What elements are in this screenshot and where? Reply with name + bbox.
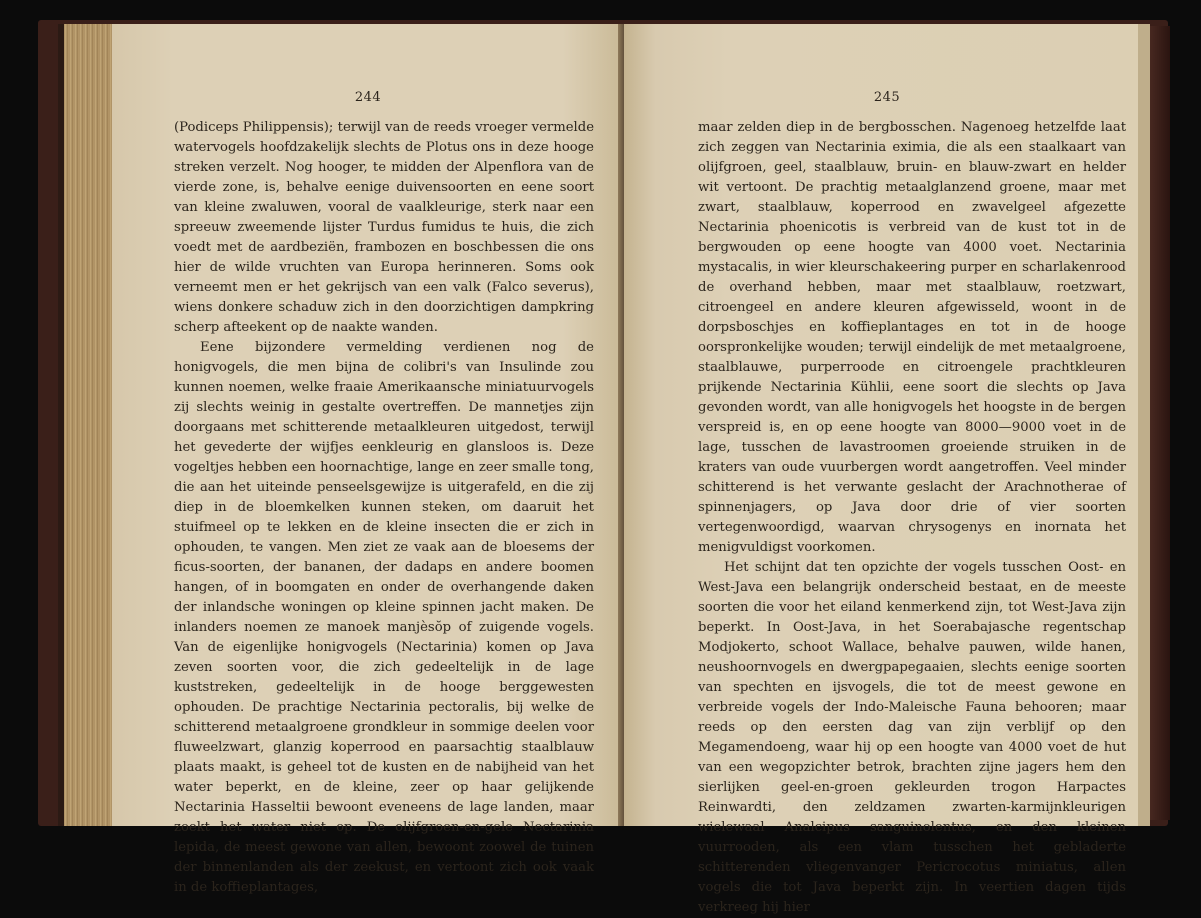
paragraph: Eene bijzondere vermelding verdienen nog de honigvogels, die men bijna de colibri's van Insulinde zou kunnen noemen, welke fraaie Amerikaansche miniatuurvogels zij slechts weinig in gestalte overtreffen. De mannetjes zijn doorgaans met schitterende metaalkleuren uitgedost, terwijl het gevederte der wijfjes eenkleurig en glansloos is. Deze vogeltjes hebben een hoornachtige, lange en zeer smalle tong, die aan het uiteinde penseelsgewijze is uitgerafeld, en die zij diep in de bloemkelken kunnen steken, om daaruit het stuifmeel op te lekken en de kleine insecten die er zich in ophouden, te vangen. Men ziet ze vaak aan de bloesems der ficus-soorten, der bananen, der dadaps en andere boomen hangen, of in boomgaten en onder de overhangende daken der inlandsche woningen op kleine spinnen jacht maken. De inlanders noemen ze manoek manjèsŏp of zuigende vogels. Van de eigenlijke honigvogels (Nectarinia) komen op Java zeven soorten voor, die zich gedeeltelijk in de lage kuststreken, gedeeltelijk in de hooge berggewesten ophouden. De prachtige Nectarinia pectoralis, bij welke de schitterend metaalgroene grondkleur in sommige deelen voor fluweelzwart, glanzig koperrood en paarsachtig staalblauw plaats maakt, is geheel tot de kusten en de nabijheid van het water beperkt, en de kleine, zeer op haar gelijkende Nectarinia Hasseltii bewoont eveneens de lage landen, maar zoekt het water niet op. De olijfgroen-en-gele Nectarinia lepida, de meest gewone van allen, bewoont zoowel de tuinen der binnenlanden als der zeekust, en vertoont zich ook vaak in de koffieplantages, bbox=[174, 340, 594, 895]
page-text bbox=[698, 118, 1126, 918]
page-number: 245 bbox=[873, 90, 901, 105]
right-page bbox=[624, 24, 1150, 915]
page-number: 244 bbox=[354, 90, 382, 105]
cover-edge bbox=[1148, 26, 1170, 820]
page-text bbox=[174, 118, 594, 898]
right-page-edge bbox=[1138, 24, 1150, 826]
left-page bbox=[112, 24, 624, 895]
paragraph: (Podiceps Philippensis); terwijl van de reeds vroeger vermelde watervogels hoofdzakelijk slechts de Plotus ons in deze hooge streken verzelt. Nog hooger, te midden der Alpenflora van de vierde zone, is, behalve eenige duivensoorten en eene soort van kleine zwaluwen, vooral de vaalkleurige, sterk naar een spreeuw zweemende lijster Turdus fumidus te huis, die zich voedt met de aardbeziën, frambozen en boschbessen die ons hier de wilde vruchten van Europa herinneren. Soms ook verneemt men er het gekrijsch van een valk (Falco severus), wiens donkere schaduw zich in den doorzichtigen dampkring scherp afteekent op de naakte wanden. bbox=[174, 120, 594, 335]
paragraph: Het schijnt dat ten opzichte der vogels tusschen Oost- en West-Java een belangrijk onderscheid bestaat, en de meeste soorten die voor het eiland kenmerkend zijn, tot West-Java zijn beperkt. In Oost-Java, in het Soerabajasche regentschap Modjokerto, schoot Wallace, behalve pauwen, wilde hanen, neushoornvogels en dwergpapegaaien, slechts eenige soorten van spechten en ijsvogels, die tot de meest gewone en verbreide vogels der Indo-Maleische Fauna behooren; maar reeds op den eersten dag van zijn verblijf op den Megamendoeng, waar hij op een hoogte van 4000 voet de hut van een wegopzichter betrok, brachten zijne jagers hem den sierlijken geel-en-groen gekleurden trogon Harpactes Reinwardti, den zeldzamen zwarten-karmijnkleurigen wielewaal Analcipus sanguinolentus, en den kleinen vuurrooden, als een vlam tusschen het gebladerte schitterenden vliegenvanger Pericrocotus miniatus, allen vogels die tot Java beperkt zijn. In veertien dagen tijds verkreeg hij hier bbox=[698, 560, 1126, 915]
paragraph: maar zelden diep in de bergbosschen. Nagenoeg hetzelfde laat zich zeggen van Nectarinia eximia, die als een staalkaart van olijfgroen, geel, staalblauw, bruin- en blauw-zwart en helder wit vertoont. De prachtig metaalglanzend groene, maar met zwart, staalblauw, koperrood en zwavelgeel afgezette Nectarinia phoenicotis is verbreid van de kust tot in de bergwouden op eene hoogte van 4000 voet. Nectarinia mystacalis, in wier kleurschakeering purper en scharlakenrood de overhand hebben, maar met staalblauw, roetzwart, citroengeel en andere kleuren afgewisseld, woont in de dorpsboschjes en koffieplantages en tot in de hooge oorspronkelijke wouden; terwijl eindelijk de met metaalgroene, staalblauwe, purperroode en citroengele prachtkleuren prijkende Nectarinia Kühlii, eene soort die slechts op Java gevonden wordt, van alle honigvogels het hoogste in de bergen verspreid is, en op eene hoogte van 8000—9000 voet in de lage, tusschen de lavastroomen groeiende struiken in de kraters van oude vuurbergen wordt aangetroffen. Veel minder schitterend is het verwante geslacht der Arachnotherae of spinnenjagers, op Java door drie of vier soorten vertegenwoordigd, waarvan chrysogenys en inornata het menigvuldigst voorkomen. bbox=[698, 120, 1126, 555]
